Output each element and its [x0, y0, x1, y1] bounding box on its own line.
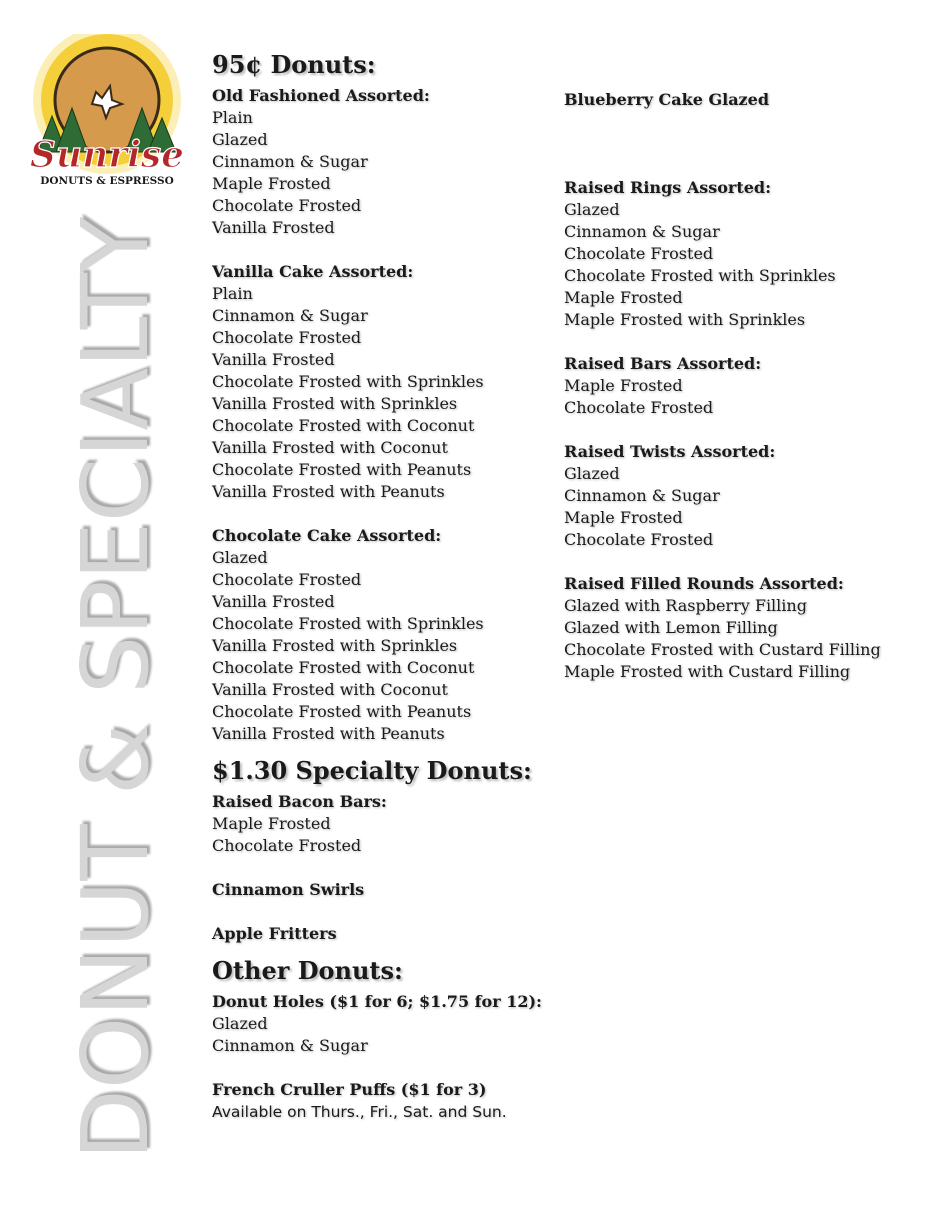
availability-note: Available on Thurs., Fri., Sat. and Sun.: [212, 1103, 507, 1121]
menu-item: Chocolate Frosted with Coconut: [212, 416, 475, 435]
menu-item: Cinnamon & Sugar: [564, 222, 720, 241]
menu-item: Vanilla Frosted: [212, 350, 335, 369]
group-title-blueberry: Blueberry Cake Glazed: [564, 90, 770, 109]
menu-item: Vanilla Frosted with Coconut: [212, 680, 448, 699]
menu-item: Glazed: [212, 1014, 268, 1033]
menu-item: Glazed: [564, 464, 620, 483]
menu-item: Chocolate Frosted with Sprinkles: [212, 372, 484, 391]
menu-column-right: [564, 89, 924, 683]
menu-item: Plain: [212, 284, 253, 303]
brand-name: Sunrise: [29, 134, 185, 176]
menu-item: Chocolate Frosted: [564, 530, 714, 549]
menu-item: Maple Frosted: [564, 508, 683, 527]
group-title-raised-filled: Raised Filled Rounds Assorted:: [564, 574, 844, 593]
menu-item: Cinnamon & Sugar: [564, 486, 720, 505]
menu-item: Glazed: [212, 130, 268, 149]
menu-column-left: [212, 49, 552, 1123]
menu-item: Maple Frosted: [212, 174, 331, 193]
menu-item: Chocolate Frosted with Sprinkles: [564, 266, 836, 285]
menu-item: Cinnamon & Sugar: [212, 306, 368, 325]
menu-item: Chocolate Frosted with Custard Filling: [564, 640, 881, 659]
menu-item: Vanilla Frosted with Sprinkles: [212, 636, 458, 655]
menu-item: Glazed: [564, 200, 620, 219]
menu-item: Chocolate Frosted: [212, 328, 362, 347]
menu-item: Vanilla Frosted: [212, 592, 335, 611]
menu-item: Maple Frosted: [212, 814, 331, 833]
menu-item: Vanilla Frosted with Sprinkles: [212, 394, 458, 413]
section-title-specialty: $1.30 Specialty Donuts:: [212, 756, 532, 785]
group-title-french-cruller: French Cruller Puffs ($1 for 3): [212, 1080, 487, 1099]
sunrise-logo: [26, 34, 188, 196]
group-title-cinnamon-swirls: Cinnamon Swirls: [212, 880, 365, 899]
menu-item: Vanilla Frosted with Peanuts: [212, 724, 445, 743]
menu-item: Maple Frosted: [564, 288, 683, 307]
menu-item: Chocolate Frosted: [564, 244, 714, 263]
menu-item: Maple Frosted: [564, 376, 683, 395]
side-title: DONUT & SPECIALTY: [62, 216, 169, 1160]
menu-item: Chocolate Frosted with Peanuts: [212, 702, 472, 721]
group-title-vanilla-cake: Vanilla Cake Assorted:: [212, 262, 414, 281]
group-title-apple-fritters: Apple Fritters: [212, 924, 337, 943]
group-title-raised-twists: Raised Twists Assorted:: [564, 442, 776, 461]
menu-item: Chocolate Frosted with Coconut: [212, 658, 475, 677]
menu-item: Glazed: [212, 548, 268, 567]
menu-item: Chocolate Frosted: [212, 836, 362, 855]
group-title-chocolate-cake: Chocolate Cake Assorted:: [212, 526, 442, 545]
group-title-old-fashioned: Old Fashioned Assorted:: [212, 86, 430, 105]
menu-item: Vanilla Frosted with Coconut: [212, 438, 448, 457]
section-title-95-cent: 95¢ Donuts:: [212, 50, 376, 79]
menu-item: Maple Frosted with Custard Filling: [564, 662, 851, 681]
menu-item: Chocolate Frosted with Sprinkles: [212, 614, 484, 633]
menu-item: Vanilla Frosted with Peanuts: [212, 482, 445, 501]
menu-item: Chocolate Frosted: [212, 570, 362, 589]
menu-item: Maple Frosted with Sprinkles: [564, 310, 806, 329]
menu-item: Chocolate Frosted: [564, 398, 714, 417]
menu-item: Vanilla Frosted: [212, 218, 335, 237]
menu-item: Plain: [212, 108, 253, 127]
brand-tagline: DONUTS & ESPRESSO: [40, 175, 174, 187]
menu-item: Cinnamon & Sugar: [212, 1036, 368, 1055]
menu-item: Chocolate Frosted: [212, 196, 362, 215]
section-title-other: Other Donuts:: [212, 956, 403, 985]
group-title-donut-holes: Donut Holes ($1 for 6; $1.75 for 12):: [212, 992, 542, 1011]
menu-item: Cinnamon & Sugar: [212, 152, 368, 171]
menu-item: Chocolate Frosted with Peanuts: [212, 460, 472, 479]
group-title-bacon-bars: Raised Bacon Bars:: [212, 792, 387, 811]
group-title-raised-bars: Raised Bars Assorted:: [564, 354, 762, 373]
menu-item: Glazed with Raspberry Filling: [564, 596, 807, 615]
group-title-raised-rings: Raised Rings Assorted:: [564, 178, 772, 197]
menu-item: Glazed with Lemon Filling: [564, 618, 778, 637]
